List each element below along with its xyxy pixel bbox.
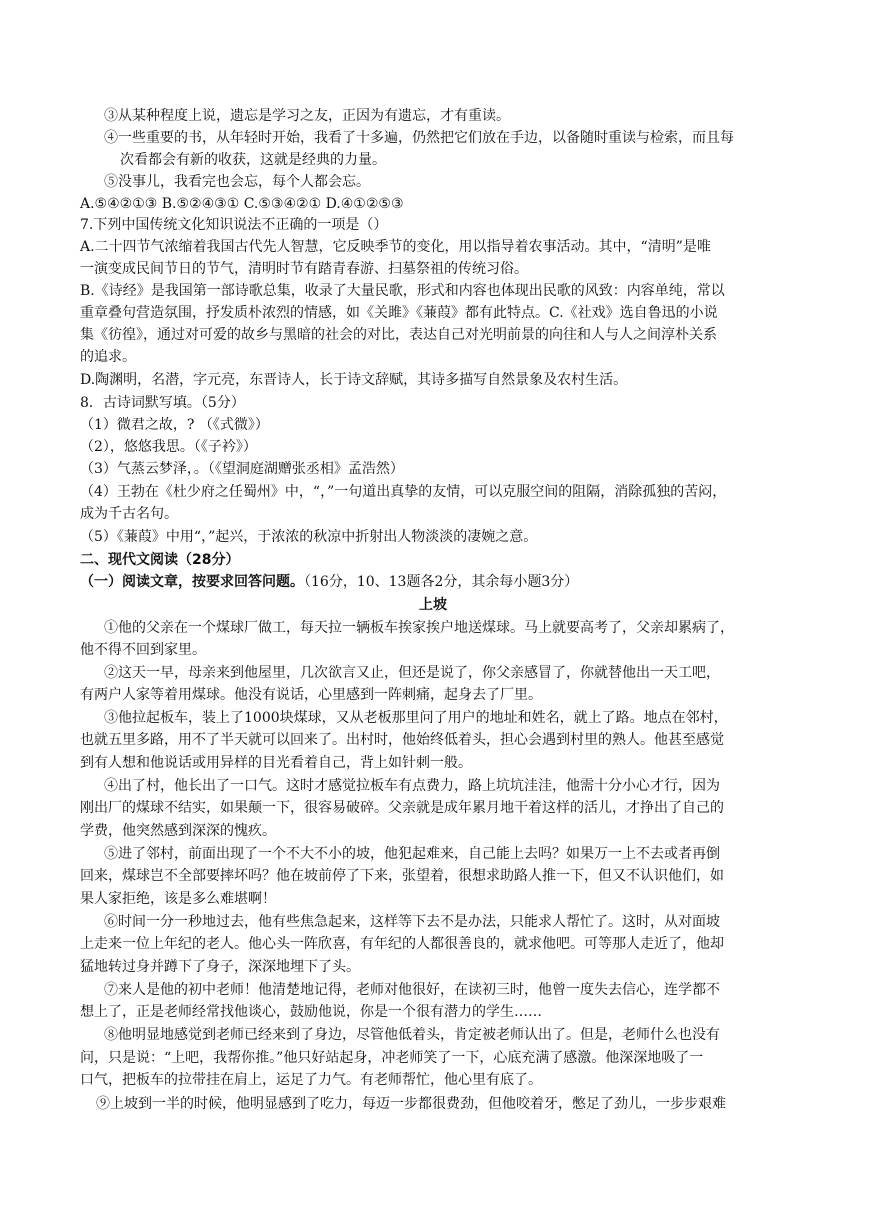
passage-line: 他不得不回到家里。: [80, 642, 206, 658]
q7-option-a-line2: 一演变成民间节日的节气，清明时节有踏青春游、扫墓祭祖的传统习俗。: [80, 261, 528, 277]
q7-stem: 7.下列中国传统文化知识说法不正确的一项是（）: [80, 217, 388, 233]
q7-option-a-line1: A.二十四节气浓缩着我国古代先人智慧，它反映季节的变化，用以指导着农事活动。其中，“清明”是唯: [80, 239, 711, 255]
q7-option-b-line1: B.《诗经》是我国第一部诗歌总集，收录了大量民歌，形式和内容也体现出民歌的风致：内容单纯，常以: [80, 283, 725, 299]
passage-line: 也就五里多路，用不了半天就可以回来了。出村时，他始终低着头，担心会遇到村里的熟人。他甚至感觉: [80, 732, 724, 748]
q8-sub-2: （2），悠悠我思。（《子衿》）: [80, 439, 257, 455]
section-subheading: [80, 573, 578, 591]
q6-item-3: ③从某种程度上说，遗忘是学习之友，正因为有遗忘，才有重读。: [104, 108, 510, 124]
passage-line: ⑧他明显地感觉到老师已经来到了身边，尽管他低着头，肯定被老师认出了。但是，老师什么也没有: [104, 1027, 720, 1043]
q8-stem: 8．古诗词默写填。（5分）: [80, 395, 245, 411]
passage-line: ④出了村，他长出了一口气。这时才感觉拉板车有点费力，路上坑坑洼洼，他需十分小心才行，因为: [104, 778, 720, 794]
passage-line: 果人家拒绝，该是多么难堪啊！: [80, 891, 276, 907]
passage-line: 回来，煤球岂不全部要摔坏吗？他在坡前停了下来，张望着，很想求助路人推一下，但又不认识他们，如: [80, 868, 724, 884]
section-subheading-bold: （一）阅读文章，按要求回答问题。: [80, 574, 304, 590]
q7-option-b-line2: 重章叠句营造氛围，抒发质朴浓烈的情感，如《关雎》《蒹葭》都有此特点。C.《社戏》选自鲁迅的小说: [80, 305, 718, 321]
passage-line: 想上了，正是老师经常找他谈心，鼓励他说，你是一个很有潜力的学生……: [80, 1004, 542, 1020]
passage-line: ⑨上坡到一半的时候，他明显感到了吃力，每迈一步都很费劲，但他咬着牙，憋足了劲儿，一步步艰难: [96, 1096, 726, 1112]
q8-sub-3: （3）气蒸云梦泽，。（《望洞庭湖赠张丞相》孟浩然）: [80, 461, 404, 477]
passage-line: ②这天一早，母亲来到他屋里，几次欲言又止，但还是说了，你父亲感冒了，你就替他出一天工吧，: [104, 665, 720, 681]
q8-sub-5: （5）《蒹葭》中用“，”起兴，于浓浓的秋凉中折射出人物淡淡的凄婉之意。: [80, 529, 538, 545]
passage-line: 学费，他突然感到深深的愧疚。: [80, 823, 276, 839]
passage-line: ①他的父亲在一个煤球厂做工，每天拉一辆板车挨家挨户地送煤球。马上就要高考了，父亲却累病了，: [104, 620, 734, 636]
q8-sub-4-line2: 成为千古名句。: [80, 506, 178, 522]
passage-line: ⑦来人是他的初中老师！他清楚地记得，老师对他很好，在读初三时，他曾一度失去信心，连学都不: [104, 982, 720, 998]
q6-item-4-line2: 次看都会有新的收获，这就是经典的力量。: [120, 152, 386, 168]
passage-line: 上走来一位上年纪的老人。他心头一阵欣喜，有年纪的人都很善良的，就求他吧。可等那人走近了，他却: [80, 936, 724, 952]
q7-option-b-line3: 集《彷徨》，通过对可爱的故乡与黑暗的社会的对比，表达自己对光明前景的向往和人与人之间淳朴关系: [80, 327, 717, 343]
q8-sub-4-line1: （4）王勃在《杜少府之任蜀州》中，“，”一句道出真挚的友情，可以克服空间的阻隔，消除孤独的苦闷，: [80, 484, 727, 500]
passage-line: 猛地转过身并蹲下了身子，深深地埋下了头。: [80, 959, 360, 975]
passage-line: 问，只是说：“上吧，我帮你推。”他只好站起身，冲老师笑了一下，心底充满了感激。他深深地吸了一: [80, 1050, 704, 1066]
q6-item-5: ⑤没事儿，我看完也会忘，每个人都会忘。: [104, 174, 370, 190]
passage-line: 刚出厂的煤球不结实，如果颠一下，很容易破碎。父亲就是成年累月地干着这样的活儿，才挣出了自己的: [80, 800, 724, 816]
q6-item-4-line1: ④一些重要的书，从年轻时开始，我看了十多遍，仍然把它们放在手边，以备随时重读与检索，而且每: [104, 130, 734, 146]
q8-sub-1: （1）微君之故，? （《式微》）: [80, 417, 269, 433]
passage-line: 到有人想和他说话或用异样的目光看着自己，背上如针刺一般。: [80, 755, 472, 771]
passage-line: ⑤进了邻村，前面出现了一个不大不小的坡，他犯起难来，自己能上去吗？如果万一上不去或者再倒: [104, 846, 720, 862]
q7-option-b-line4: 的追求。: [80, 349, 136, 365]
section-subheading-points: （16分，10、13题各2分，其余每小题3分）: [304, 574, 579, 590]
passage-line: ⑥时间一分一秒地过去，他有些焦急起来，这样等下去不是办法，只能求人帮忙了。这时，从对面坡: [104, 914, 720, 930]
passage-title: 上坡: [419, 597, 447, 613]
q6-options: A.⑤④②①③ B.⑤②④③① C.⑤③④②① D.④①②⑤③: [80, 196, 404, 212]
q7-option-d: D.陶渊明，名潜，字元亮，东晋诗人，长于诗文辞赋，其诗多描写自然景象及农村生活。: [80, 372, 628, 388]
passage-line: 口气，把板车的拉带挂在肩上，运足了力气。有老师帮忙，他心里有底了。: [80, 1072, 542, 1088]
passage-line: 有两户人家等着用煤球。他没有说话，心里感到一阵刺痛，起身去了厂里。: [80, 687, 542, 703]
section-heading: 二、现代文阅读（28分）: [80, 552, 240, 568]
passage-line: ③他拉起板车，装上了1000块煤球，又从老板那里问了用户的地址和姓名，就上了路。地点在邻村，: [104, 710, 728, 726]
